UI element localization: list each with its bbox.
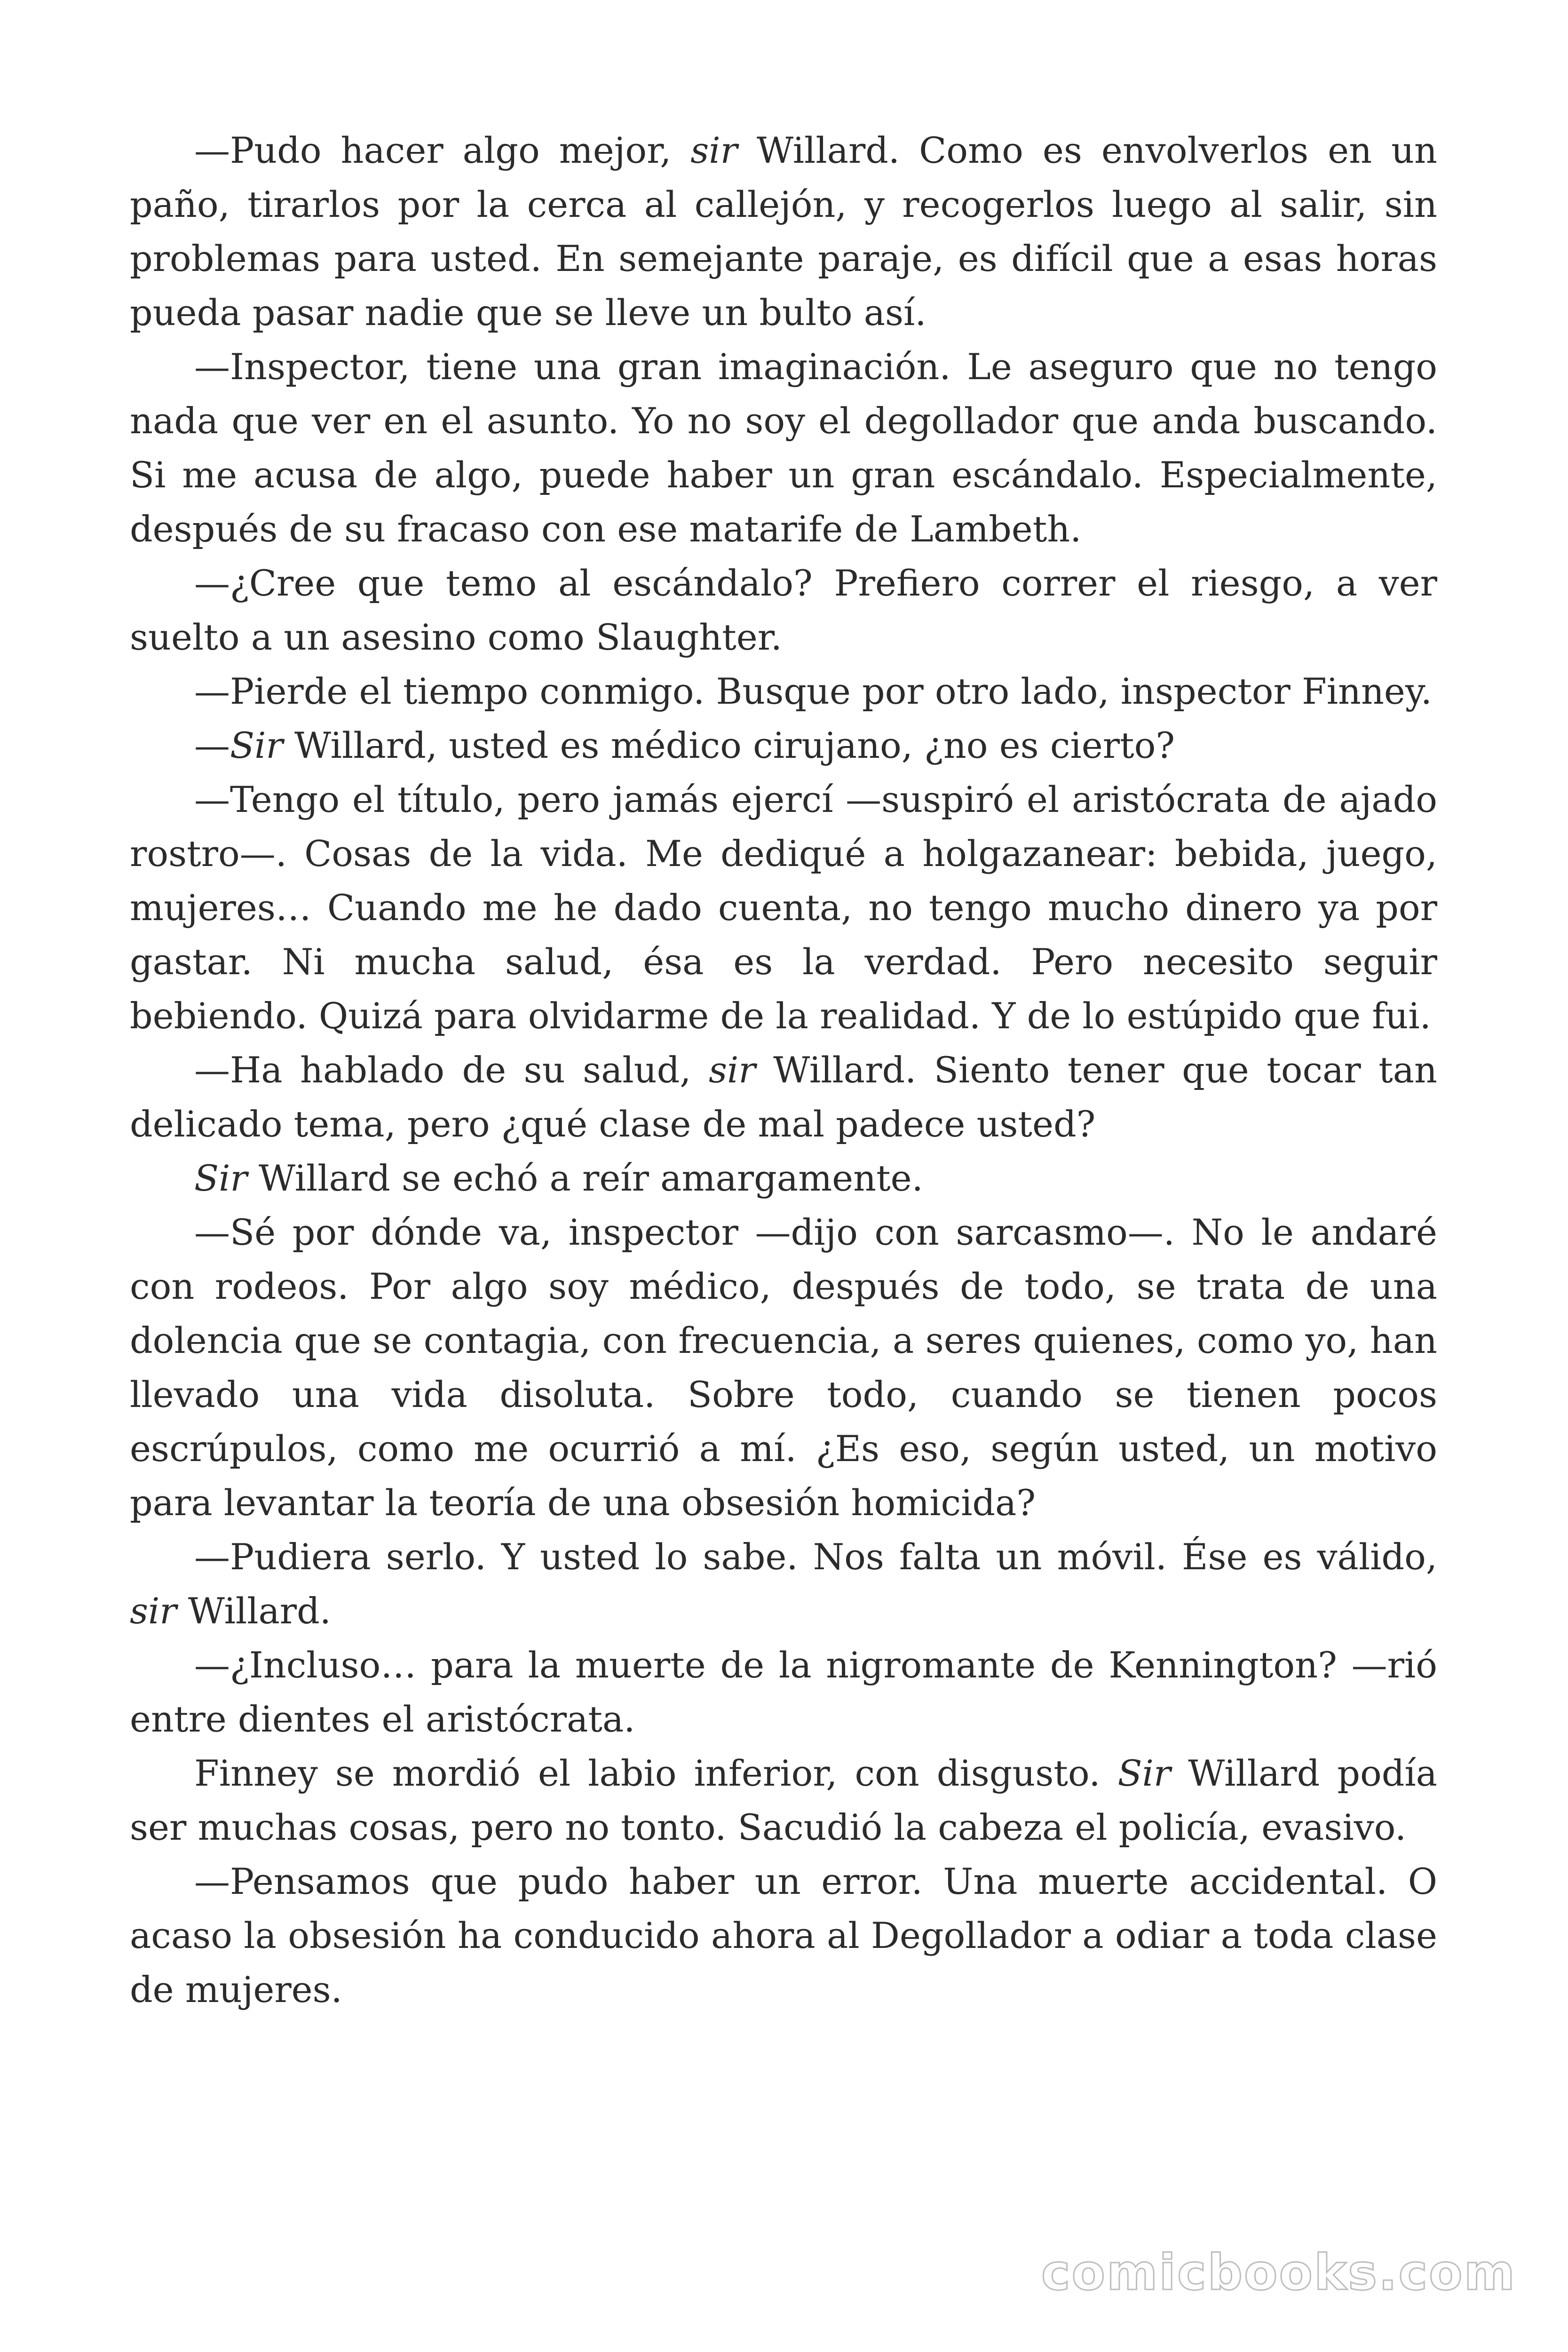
paragraph [130,1530,1437,1638]
text-run: —¿Cree que temo al escándalo? Prefiero correr el riesgo, a ver suelto a un asesino como Slaughter. [130,562,1437,658]
text-run: —Pudiera serlo. Y usted lo sabe. Nos falta un móvil. Ése es válido, [194,1536,1437,1578]
paragraph [130,664,1437,718]
text-run: — [194,724,230,766]
paragraph [130,772,1437,1043]
text-run: —¿Incluso… para la muerte de la nigromante de Kennington? —rió entre dientes el aristócrata. [130,1644,1437,1740]
paragraph [130,1746,1437,1854]
text-run: Willard se echó a reír amargamente. [247,1157,923,1199]
paragraph [130,1638,1437,1746]
text-run: —Pierde el tiempo conmigo. Busque por otro lado, inspector Finney. [194,670,1432,712]
paragraph [130,1043,1437,1151]
paragraph [130,718,1437,772]
text-run: Willard podía ser muchas cosas, pero no tonto. Sacudió la cabeza el policía, evasivo. [130,1752,1437,1848]
italic-text: Sir [194,1157,247,1199]
text-run: Finney se mordió el labio inferior, con disgusto. [194,1752,1118,1794]
paragraph [130,1151,1437,1205]
paragraph [130,123,1437,340]
text-run: —Inspector, tiene una gran imaginación. Le aseguro que no tengo nada que ver en el asunto. Yo no soy el degollador que anda buscando. Si me acusa de algo, puede haber un gran escándalo. Especialmente, después de su fracaso con ese matarife de Lambeth. [130,346,1437,550]
text-run: —Tengo el título, pero jamás ejercí —suspiró el aristócrata de ajado rostro—. Cosas de la vida. Me dediqué a holgazanear: bebida, juego, mujeres… Cuando me he dado cuenta, no tengo mucho dinero ya por gastar. Ni mucha salud, ésa es la verdad. Pero necesito seguir bebiendo. Quizá para olvidarme de la realidad. Y de lo estúpido que fui. [130,779,1437,1037]
text-run: Willard. Como es envolverlos en un paño, tirarlos por la cerca al callejón, y recogerlos luego al salir, sin problemas para usted. En semejante paraje, es difícil que a esas horas pueda pasar nadie que se lleve un bulto así. [130,129,1437,334]
paragraph [130,1854,1437,2017]
text-run: —Sé por dónde va, inspector —dijo con sarcasmo—. No le andaré con rodeos. Por algo soy médico, después de todo, se trata de una dolencia que se contagia, con frecuencia, a seres quienes, como yo, han llevado una vida disoluta. Sobre todo, cuando se tienen pocos escrúpulos, como me ocurrió a mí. ¿Es eso, según usted, un motivo para levantar la teoría de una obsesión homicida? [130,1211,1437,1524]
text-run: Willard. Siento tener que tocar tan delicado tema, pero ¿qué clase de mal padece usted? [130,1049,1437,1145]
text-run: —Pudo hacer algo mejor, [194,129,691,171]
text-run: Willard. [176,1590,331,1632]
text-run: —Pensamos que pudo haber un error. Una muerte accidental. O acaso la obsesión ha conducido ahora al Degollador a odiar a toda clase de mujeres. [130,1860,1437,2010]
italic-text: sir [708,1049,756,1091]
italic-text: sir [690,129,737,171]
italic-text: Sir [1117,1752,1171,1794]
watermark: comicbooks.com [1041,2244,1516,2301]
page-text [130,123,1437,2017]
text-run: —Ha hablado de su salud, [194,1049,709,1091]
paragraph [130,340,1437,556]
text-run: Willard, usted es médico cirujano, ¿no es cierto? [283,724,1175,766]
paragraph [130,1205,1437,1530]
italic-text: sir [130,1590,177,1632]
paragraph [130,556,1437,664]
italic-text: Sir [230,724,283,766]
